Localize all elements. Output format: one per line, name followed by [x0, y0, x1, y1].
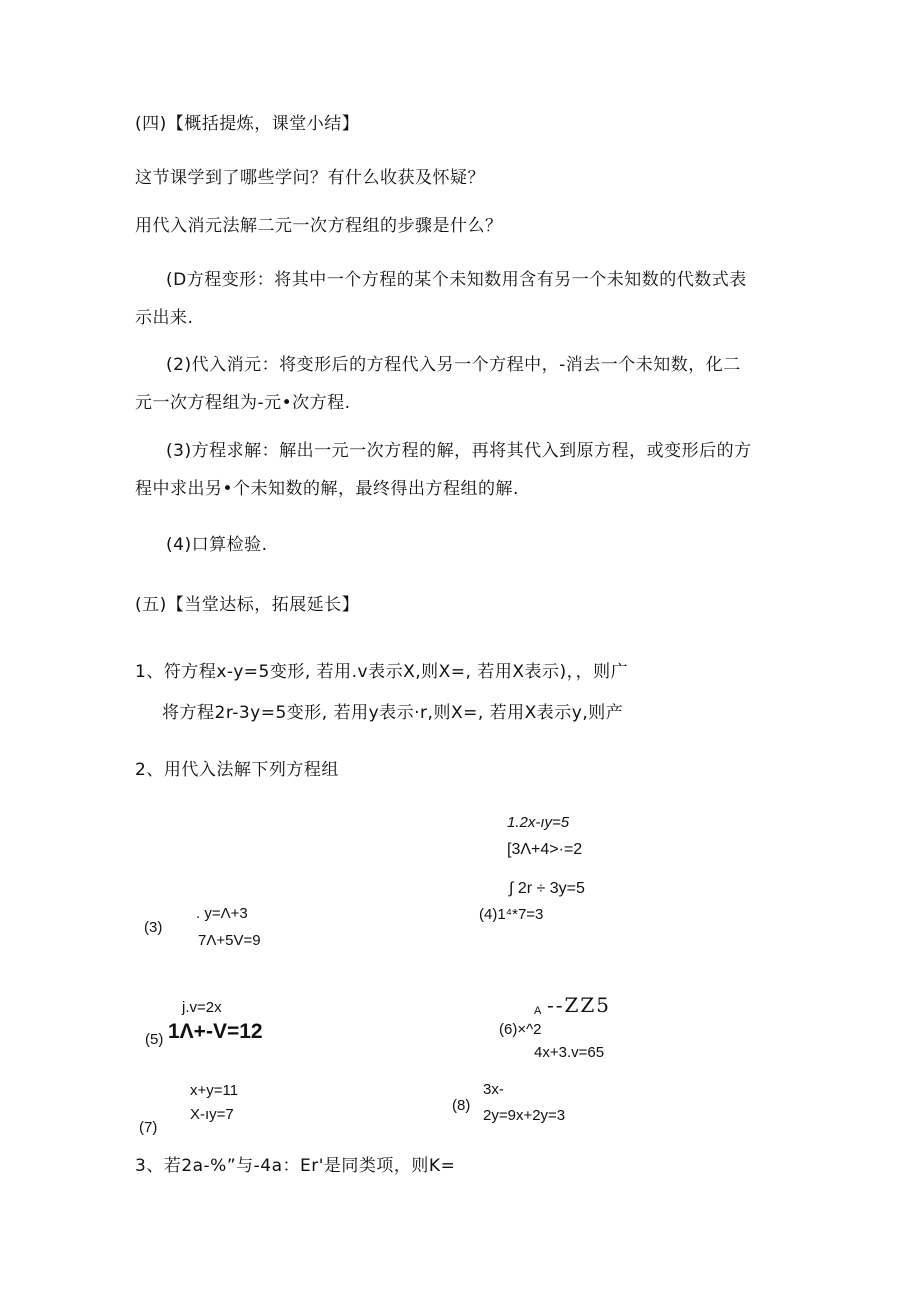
system-5-label: (5) [145, 1031, 164, 1048]
step1-line1: (D方程变形：将其中一个方程的某个未知数用含有另一个未知数的代数式表 [166, 270, 747, 290]
step3-line2: 程中求出另•个未知数的解，最终得出方程组的解. [135, 479, 519, 499]
exercise3: 3、若2a-%”与-4a：Er'是同类项，则K= [135, 1156, 456, 1176]
system-1-2-eq3: ∫ 2r ÷ 3y=5 [509, 880, 585, 897]
system-3-eq2: 7Λ+5V=9 [198, 932, 261, 949]
system-1-2-eq2: [3Λ+4>·=2 [507, 841, 583, 858]
exercise1-line2: 将方程2r-3y=5变形, 若用y表示·r,则X=, 若用X表示y,则产 [162, 703, 624, 723]
system-3-label: (3) [144, 919, 163, 936]
system-1-2-eq1: 1.2x-ıy=5 [507, 814, 570, 831]
exercise2-title: 2、用代入法解下列方程组 [135, 760, 339, 780]
section4-heading: (四)【概括提炼，课堂小结】 [135, 114, 360, 134]
step2-line2: 元一次方程组为-元•次方程. [135, 393, 351, 413]
system-8-eq2: 2y=9x+2y=3 [483, 1107, 566, 1124]
system-6-eq2: 4x+3.v=65 [534, 1044, 605, 1061]
system-5-eq2: 1Λ+-V=12 [168, 1020, 263, 1043]
section5-heading: (五)【当堂达标，拓展延长】 [135, 595, 360, 615]
system-6-label: (6)×^2 [499, 1021, 542, 1038]
system-6-eq1: --ZZ5 [547, 993, 612, 1017]
system-7-label: (7) [139, 1119, 158, 1136]
exercise1-line1: 1、符方程x-y=5变形, 若用.v表示X,则X=, 若用X表示)，，则广 [135, 662, 629, 682]
system-7-eq1: x+y=11 [190, 1082, 239, 1099]
system-3-eq1: . y=Λ+3 [196, 905, 248, 922]
system-8-label: (8) [452, 1097, 471, 1114]
steps-question: 用代入消元法解二元一次方程组的步骤是什么？ [135, 216, 503, 236]
system-8-eq1: 3x- [483, 1081, 504, 1098]
reflection-question: 这节课学到了哪些学问？有什么收获及怀疑？ [135, 168, 485, 188]
system-5-eq1: j.v=2x [182, 999, 222, 1016]
step1-line2: 示出来. [135, 308, 194, 328]
step2-line1: (2)代入消元：将变形后的方程代入另一个方程中，-消去一个未知数，化二 [166, 355, 741, 375]
system-4-label: (4)1⁴*7=3 [479, 906, 544, 923]
system-6-small-mark: A [534, 1005, 542, 1017]
system-7-eq2: X-ıy=7 [190, 1106, 234, 1123]
step3-line1: (3)方程求解：解出一元一次方程的解，再将其代入到原方程，或变形后的方 [166, 441, 752, 461]
step4: (4)口算检验. [166, 535, 268, 555]
